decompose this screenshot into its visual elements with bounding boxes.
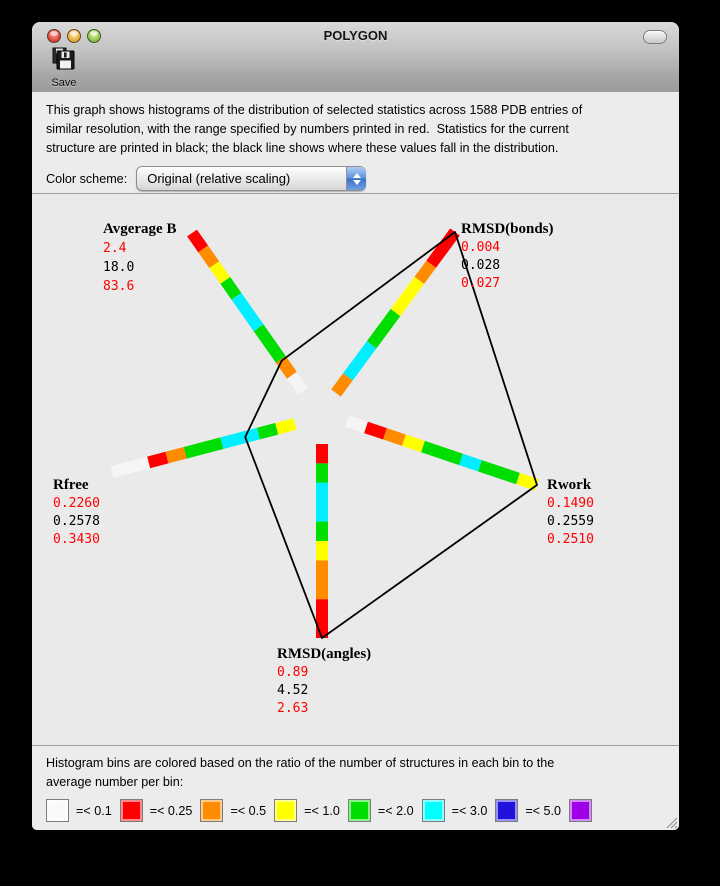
popup-stepper-icon [346, 167, 366, 190]
description-line-2: similar resolution, with the range specified by numbers printed in red. Statistics for the current [46, 122, 569, 136]
polygon-plot [32, 193, 679, 745]
rmsd-angles-histogram-bin-5 [316, 560, 328, 599]
stepper-down-arrow-icon [353, 180, 361, 185]
rmsd-angles-histogram-bin-3 [316, 522, 328, 541]
rwork-histogram-bin-6 [478, 460, 520, 484]
rwork-histogram-bin-4 [421, 441, 463, 465]
resize-grip[interactable] [664, 815, 678, 829]
rmsd-bonds-current-value: 0.028 [461, 258, 501, 273]
legend-swatch-label-0: =< 0.1 [76, 803, 112, 818]
save-icon [50, 47, 78, 76]
legend-text-line-1: Histogram bins are colored based on the ratio of the number of structures in each bin to the [46, 756, 555, 770]
rmsd-angles-current-value: 4.52 [277, 683, 309, 698]
rwork-current-value: 0.2559 [547, 514, 594, 529]
rfree-max-value: 0.3430 [53, 532, 100, 547]
rmsd-angles-histogram-bin-6 [316, 599, 328, 638]
legend-swatch-label-2: =< 0.5 [230, 803, 267, 818]
color-scheme-label: Color scheme: [46, 171, 128, 186]
description-line-3: structure are printed in black; the black line shows where these values fall in the distribution. [46, 141, 559, 155]
rwork-histogram-bin-3 [402, 435, 425, 453]
rwork-label: Rwork [547, 477, 592, 493]
rmsd-angles-max-value: 2.63 [277, 701, 309, 716]
average-b-min-value: 2.4 [103, 241, 127, 256]
rfree-histogram-bin-5 [147, 452, 168, 468]
window-title: POLYGON [323, 28, 388, 43]
rwork-histogram-bin-5 [459, 454, 482, 472]
rmsd-angles-histogram-bin-1 [316, 463, 328, 482]
legend-swatch-0 [46, 799, 69, 822]
legend-text-line-2: average number per bin: [46, 775, 184, 789]
rmsd-bonds-histogram-bin-5 [426, 228, 459, 267]
rwork-max-value: 0.2510 [547, 532, 594, 547]
rfree-histogram-bin-1 [257, 423, 278, 439]
legend-swatch-label-3: =< 1.0 [304, 803, 340, 818]
legend-section [32, 745, 679, 830]
legend-swatch-label-5: =< 3.0 [451, 803, 488, 818]
average-b-histogram-bin-3 [232, 293, 264, 331]
rfree-histogram-bin-6 [111, 457, 151, 478]
rmsd-bonds-histogram-bin-1 [343, 341, 376, 380]
average-b-histogram-bin-2 [254, 324, 286, 362]
rwork-min-value: 0.1490 [547, 496, 594, 511]
rmsd-angles-histogram-bin-0 [316, 444, 328, 463]
rmsd-angles-histogram-bin-4 [316, 541, 328, 560]
rwork-histogram-bin-0 [345, 415, 368, 433]
rmsd-bonds-histogram-bin-2 [367, 309, 400, 348]
save-button[interactable] [42, 47, 86, 89]
legend-swatch-4 [348, 799, 371, 822]
title-bar[interactable] [32, 22, 679, 93]
rwork-histogram-bin-1 [364, 422, 387, 440]
polygon-window [32, 22, 679, 830]
rwork-histogram-bin-2 [383, 428, 406, 446]
rfree-min-value: 0.2260 [53, 496, 100, 511]
legend-swatch-7 [569, 799, 592, 822]
rmsd-angles-label: RMSD(angles) [277, 646, 372, 662]
legend-swatch-2 [200, 799, 223, 822]
legend-swatch-label-6: =< 5.0 [525, 803, 562, 818]
rmsd-angles-histogram-bin-2 [316, 483, 328, 522]
rfree-label: Rfree [53, 477, 89, 493]
legend-swatch-1 [120, 799, 143, 822]
rfree-histogram-bin-2 [220, 428, 260, 449]
rmsd-bonds-label: RMSD(bonds) [461, 221, 554, 237]
rfree-histogram-bin-0 [275, 418, 296, 434]
save-button-label: Save [51, 77, 77, 89]
average-b-max-value: 83.6 [103, 279, 135, 294]
legend-swatch-label-4: =< 2.0 [377, 803, 414, 818]
toolbar-toggle-button[interactable] [643, 30, 667, 44]
legend-swatch-5 [422, 799, 445, 822]
average-b-label: Avgerage B [103, 221, 177, 237]
rfree-histogram-bin-3 [184, 437, 224, 458]
legend-swatch-label-1: =< 0.25 [149, 803, 193, 818]
legend-swatch-6 [495, 799, 518, 822]
color-scheme-popup[interactable] [136, 166, 366, 191]
rfree-histogram-bin-4 [165, 447, 186, 463]
polygon-plot-canvas [32, 194, 679, 746]
rfree-current-value: 0.2578 [53, 514, 100, 529]
average-b-current-value: 18.0 [103, 260, 135, 275]
rmsd-bonds-histogram-bin-3 [391, 277, 424, 316]
intro-section [32, 92, 679, 193]
color-scheme-selected-value: Original (relative scaling) [147, 171, 291, 186]
rmsd-angles-min-value: 0.89 [277, 665, 309, 680]
description-line-1: This graph shows histograms of the distribution of selected statistics across 1588 PDB entries of [46, 103, 583, 117]
rmsd-bonds-min-value: 0.004 [461, 240, 501, 255]
stepper-up-arrow-icon [353, 173, 361, 178]
legend-swatch-3 [274, 799, 297, 822]
legend-row [46, 799, 665, 822]
rmsd-bonds-max-value: 0.027 [461, 276, 501, 291]
